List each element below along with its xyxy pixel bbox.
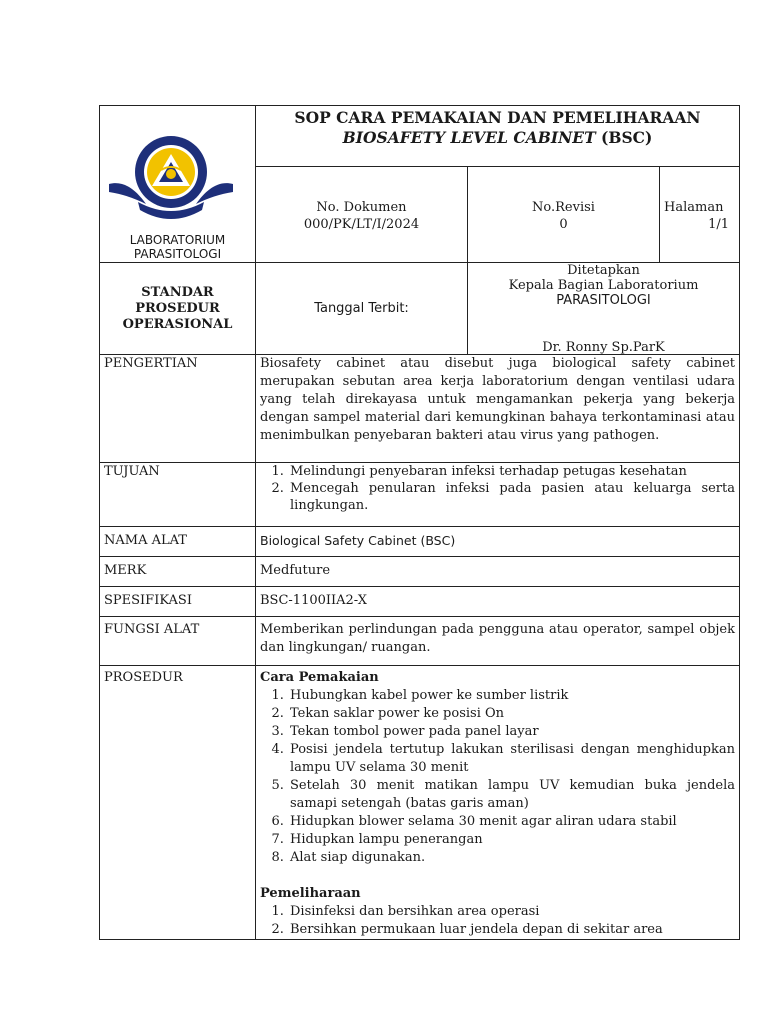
- title-line2: [260, 128, 735, 148]
- list-item: 2. Tekan saklar power ke posisi On: [288, 705, 735, 723]
- fungsi-label: FUNGSI ALAT: [100, 617, 256, 666]
- merk-label: MERK: [100, 557, 256, 587]
- revision-label: No.Revisi: [532, 200, 595, 215]
- logo-cell: [100, 106, 256, 263]
- issue-date-label: Tanggal Terbit:: [256, 263, 468, 355]
- tujuan-label: TUJUAN: [100, 463, 256, 527]
- revision-cell: [468, 167, 660, 263]
- nama-alat-label: NAMA ALAT: [100, 527, 256, 557]
- page-label: Halaman: [664, 200, 724, 215]
- sop-line2: PROSEDUR: [135, 300, 220, 316]
- unit-line1: LABORATORIUM: [129, 233, 226, 247]
- list-item: 2. Bersihkan permukaan luar jendela depan di sekitar area: [288, 921, 735, 939]
- page-value: 1/1: [708, 217, 729, 232]
- pengertian-text: Biosafety cabinet atau disebut juga biological safety cabinet merupakan sebutan area kerja laboratorium dengan ventilasi udara yang telah direkayasa untuk mengamankan pekerja yang bekerja dengan sampel material dari kemungkinan bahaya terkontaminasi atau menimbulkan penyebaran bakteri atau virus yang pathogen.: [256, 355, 740, 463]
- title-italic: BIOSAFETY LEVEL CABINET: [342, 128, 596, 147]
- list-item: 1. Hubungkan kabel power ke sumber listrik: [288, 687, 735, 705]
- document-title: [256, 106, 740, 167]
- list-item: 4. Posisi jendela tertutup lakukan sterilisasi dengan menghidupkan lampu UV selama 30 menit: [288, 741, 735, 777]
- doc-number-cell: [256, 167, 468, 263]
- pemeliharaan-list: [260, 903, 735, 939]
- revision-value: 0: [559, 217, 568, 232]
- title-rest: (BSC): [595, 128, 653, 147]
- pemakaian-list: [260, 687, 735, 867]
- list-item: 6. Hidupkan blower selama 30 menit agar aliran udara stabil: [288, 813, 735, 831]
- approved-label: Ditetapkan: [567, 263, 640, 278]
- list-item: 8. Alat siap digunakan.: [288, 849, 735, 867]
- title-line1: SOP CARA PEMAKAIAN DAN PEMELIHARAAN: [294, 108, 701, 127]
- sop-document: [99, 105, 739, 940]
- sop-body-table: [99, 354, 740, 940]
- prosedur-label: PROSEDUR: [100, 666, 256, 940]
- sop-line1: STANDAR: [141, 284, 214, 300]
- university-seal-icon: [106, 134, 236, 226]
- pengertian-label: PENGERTIAN: [100, 355, 256, 463]
- approved-role: Kepala Bagian Laboratorium: [508, 278, 699, 293]
- spesifikasi-label: SPESIFIKASI: [100, 587, 256, 617]
- list-item: 1. Melindungi penyebaran infeksi terhadap petugas kesehatan: [288, 463, 735, 480]
- sop-header-table: [99, 105, 740, 355]
- nama-alat-value: Biological Safety Cabinet (BSC): [256, 527, 740, 557]
- list-item: 2. Mencegah penularan infeksi pada pasien atau keluarga serta lingkungan.: [288, 480, 735, 514]
- spesifikasi-value: BSC-1100IIA2-X: [256, 587, 740, 617]
- list-item: 3. Tekan tombol power pada panel layar: [288, 723, 735, 741]
- tujuan-cell: [256, 463, 740, 527]
- sop-label-cell: [100, 263, 256, 355]
- approved-name: Dr. Ronny Sp.ParK: [542, 340, 665, 355]
- list-item: 5. Setelah 30 menit matikan lampu UV kemudian buka jendela samapi setengah (batas garis aman): [288, 777, 735, 813]
- sop-line3: OPERASIONAL: [122, 316, 233, 332]
- page-cell: [660, 167, 740, 263]
- tujuan-list: [260, 463, 735, 514]
- approval-cell: [468, 263, 740, 355]
- fungsi-value: Memberikan perlindungan pada pengguna atau operator, sampel objek dan lingkungan/ ruangan.: [256, 617, 740, 666]
- list-item: 1. Disinfeksi dan bersihkan area operasi: [288, 903, 735, 921]
- list-item: 7. Hidupkan lampu penerangan: [288, 831, 735, 849]
- prosedur-cell: [256, 666, 740, 940]
- doc-number-label: No. Dokumen: [316, 200, 407, 215]
- unit-line2: PARASITOLOGI: [133, 247, 222, 261]
- approved-unit: PARASITOLOGI: [556, 293, 651, 308]
- doc-number-value: 000/PK/LT/I/2024: [303, 217, 420, 232]
- merk-value: Medfuture: [256, 557, 740, 587]
- pemakaian-heading: Cara Pemakaian: [260, 670, 379, 685]
- unit-name: [100, 233, 255, 261]
- pemeliharaan-heading: Pemeliharaan: [260, 886, 361, 901]
